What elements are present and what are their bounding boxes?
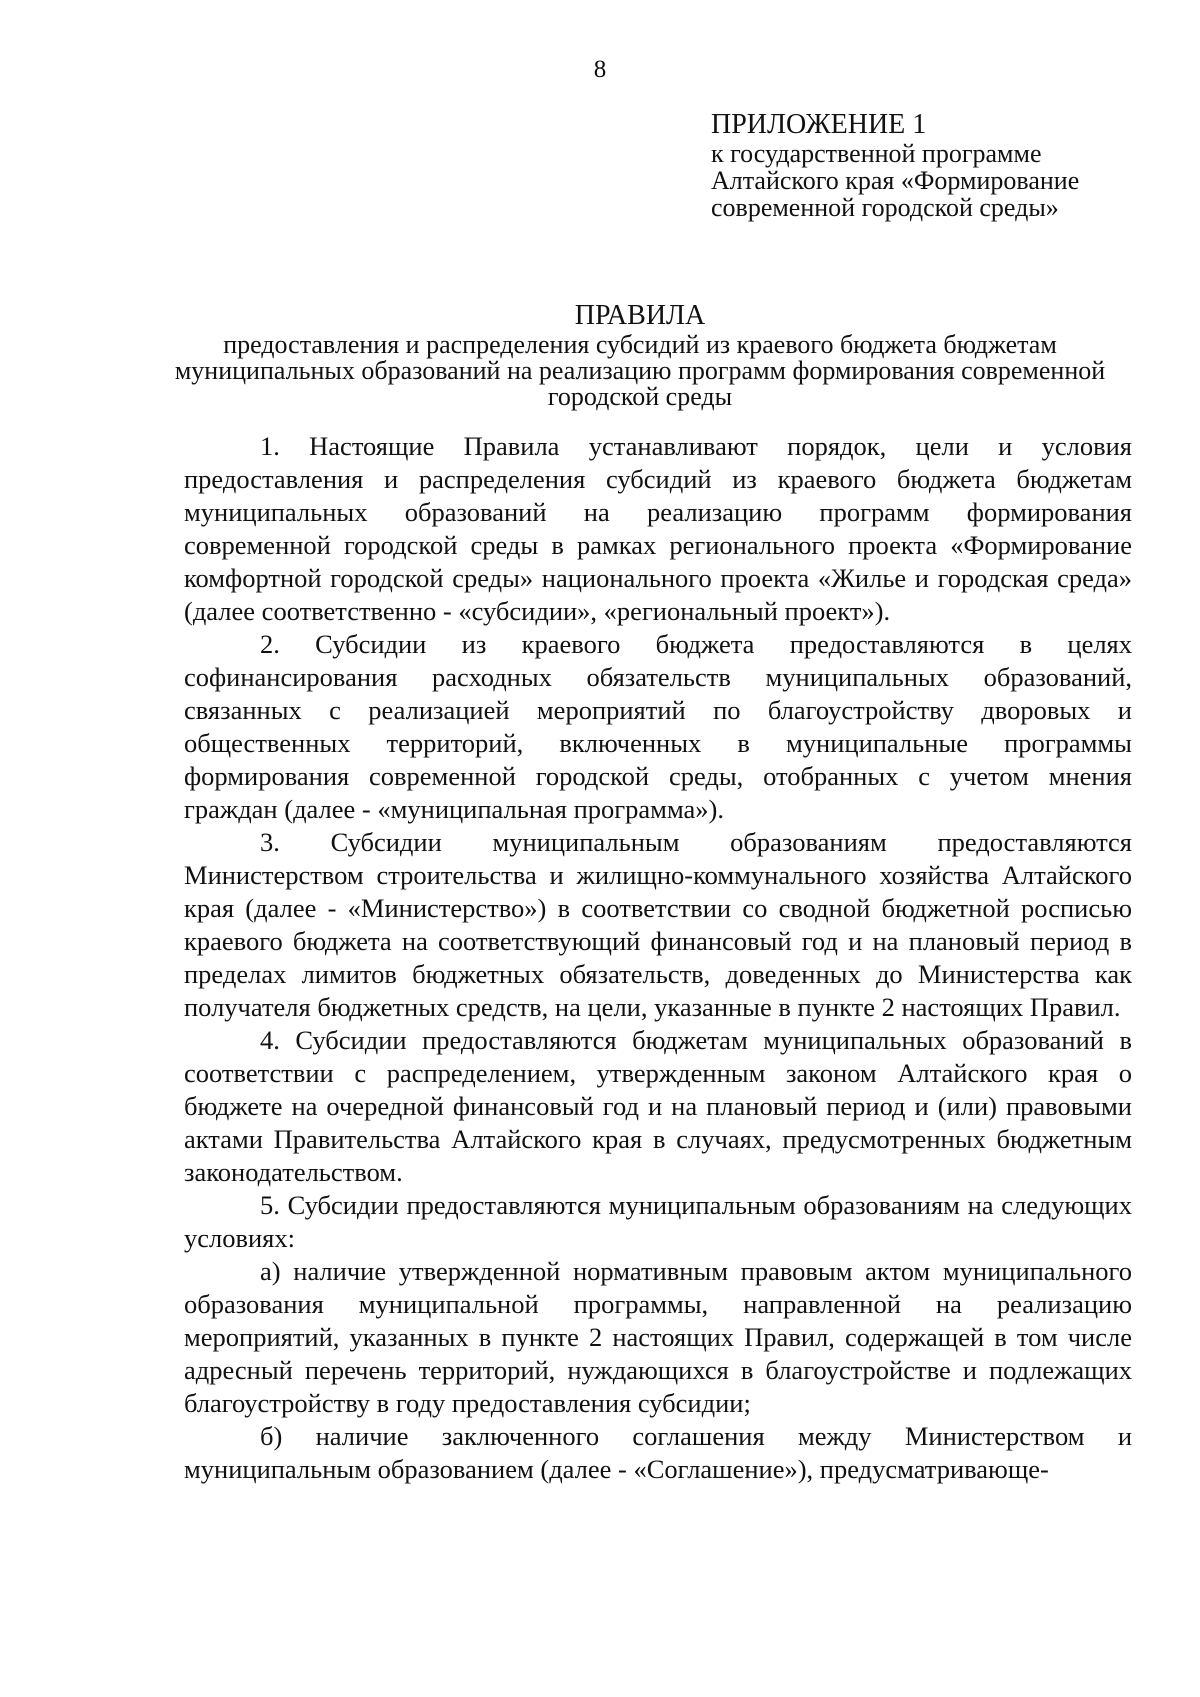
appendix-line-1: к государственной программе	[711, 139, 1042, 168]
page-number: 8	[593, 56, 607, 83]
paragraph-5: 5. Субсидии предоставляются муниципальным образованиям на следующих условиях:	[184, 1190, 1132, 1253]
document-title: ПРАВИЛА	[574, 300, 706, 331]
paragraph-3: 3. Субсидии муниципальным образованиям предоставляются Министерством строительства и жилищно-коммунального хозяйства Алтайского края (далее - «Министерство») в соответствии со сводной бюджетной росписью краевого бюджета на соответствующий финансовый год и на плановый период в пределах лимитов бюджетных обязательств, доведенных до Министерства как получателя бюджетных средств, на цели, указанные в пункте 2 настоящих Правил.	[184, 827, 1132, 1022]
paragraph-5a: а) наличие утвержденной нормативным правовым актом муниципального образования муниципальной программы, направленной на реализацию мероприятий, указанных в пункте 2 настоящих Правил, содержащей в том числе адресный перечень территорий, нуждающихся в благоустройстве и подлежащих благоустройству в году предоставления субсидии;	[184, 1256, 1132, 1418]
appendix-heading: ПРИЛОЖЕНИЕ 1	[711, 109, 927, 140]
paragraph-1: 1. Настоящие Правила устанавливают порядок, цели и условия предоставления и распределения субсидий из краевого бюджета бюджетам муниципальных образований на реализацию программ формирования современной городской среды в рамках регионального проекта «Формирование комфортной городской среды» национального проекта «Жилье и городская среда» (далее соответственно - «субсидии», «региональный проект»).	[184, 431, 1132, 626]
paragraph-5b: б) наличие заключенного соглашения между Министерством и муниципальным образованием (далее - «Соглашение»), предусматривающе-	[184, 1421, 1132, 1484]
paragraph-2: 2. Субсидии из краевого бюджета предоставляются в целях софинансирования расходных обязательств муниципальных образований, связанных с реализацией мероприятий по благоустройству дворовых и общественных территорий, включенных в муниципальные программы формирования современной городской среды, отобранных с учетом мнения граждан (далее - «муниципальная программа»).	[184, 629, 1132, 824]
appendix-line-2: Алтайского края «Формирование	[711, 166, 1080, 195]
paragraph-4: 4. Субсидии предоставляются бюджетам муниципальных образований в соответствии с распределением, утвержденным законом Алтайского края о бюджете на очередной финансовый год и на плановый период и (или) правовыми актами Правительства Алтайского края в случаях, предусмотренных бюджетным законодательством.	[184, 1025, 1132, 1187]
document-subtitle: предоставления и распределения субсидий из краевого бюджета бюджетам муниципальных образований на реализацию программ формирования современной городской среды	[174, 330, 1106, 411]
document-title-block	[150, 300, 1130, 410]
appendix-line-3: современной городской среды»	[711, 193, 1059, 222]
appendix-header	[711, 110, 1151, 221]
document-body	[184, 430, 1132, 1486]
